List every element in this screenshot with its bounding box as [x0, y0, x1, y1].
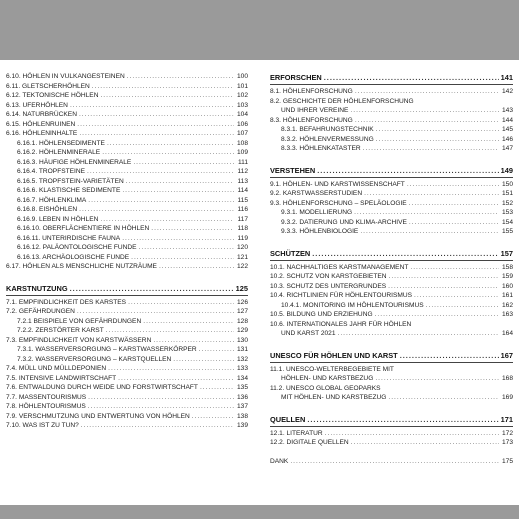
section-rule	[270, 177, 513, 178]
dot-leader	[108, 364, 234, 374]
toc-entry[interactable]	[6, 82, 248, 92]
toc-entry[interactable]	[6, 224, 248, 234]
toc-entry-title: 6.16.7. HÖHLENKLIMA	[17, 196, 87, 204]
toc-entry-page: 129	[236, 327, 248, 334]
spacer	[6, 272, 248, 280]
toc-entry[interactable]	[270, 301, 513, 311]
dot-leader	[102, 148, 234, 158]
toc-entry-page: 150	[501, 180, 513, 188]
toc-entry[interactable]	[270, 291, 513, 301]
toc-entry-page: 102	[236, 92, 248, 99]
section-title: KARSTNUTZUNG	[6, 283, 68, 293]
toc-entry[interactable]	[6, 253, 248, 263]
dot-leader	[133, 158, 234, 168]
toc-entry-title: 6.16.8. EISHÖHLEN	[17, 206, 78, 213]
toc-entry-page: 173	[501, 439, 513, 446]
toc-entry-title: 6.16.6. KLASTISCHE SEDIMENTE	[17, 187, 121, 194]
section-title: SCHÜTZEN	[270, 248, 311, 258]
toc-entry-title: 10.6. INTERNATIONALES JAHR FÜR HÖHLEN	[270, 320, 412, 328]
toc-entry-page: 118	[237, 225, 248, 232]
toc-entry-title: 7.6. ENTWALDUNG DURCH WEIDE UND FORSTWIRTSCHAFT	[6, 384, 198, 391]
dot-leader	[153, 336, 234, 346]
section-page: 149	[500, 165, 513, 175]
toc-entry-title: 6.16.5. TROPFSTEIN-VARIETÄTEN	[17, 177, 124, 185]
dot-leader	[426, 301, 499, 311]
toc-entry-page: 143	[501, 107, 513, 114]
toc-entry[interactable]	[270, 208, 513, 218]
toc-entry-page: 136	[236, 393, 248, 401]
dot-leader	[376, 135, 499, 145]
toc-entry[interactable]	[6, 298, 248, 308]
section-rule	[270, 426, 513, 427]
dot-leader	[400, 350, 499, 361]
toc-entry[interactable]	[270, 199, 513, 209]
toc-entry-title: 7.3.2. WASSERVERSORGUNG – KARSTQUELLEN	[17, 355, 172, 363]
toc-entry-title: 6.16.10. OBERFLÄCHENTIERE IN HÖHLEN	[17, 225, 150, 232]
toc-entry-title: 6.14. NATURBRÜCKEN	[6, 111, 77, 118]
spacer	[270, 154, 513, 162]
toc-entry[interactable]	[6, 421, 248, 431]
toc-entry[interactable]	[6, 101, 248, 111]
toc-entry-title: 7.4. MÜLL UND MÜLLDEPONIEN	[6, 365, 107, 372]
toc-entry-title: 8.3.2. HÖHLENVERMESSUNG	[281, 135, 374, 143]
section-heading[interactable]	[270, 414, 513, 425]
section-title: VERSTEHEN	[270, 165, 316, 175]
toc-entry-page: 113	[237, 177, 248, 185]
section-rule	[270, 84, 513, 85]
dot-leader	[337, 329, 499, 339]
toc-entry-title: 7.8. HÖHLENTOURISMUS	[6, 403, 86, 410]
toc-entry[interactable]	[6, 345, 248, 355]
toc-entry[interactable]	[6, 374, 248, 384]
toc-entry[interactable]	[6, 91, 248, 101]
dot-leader	[118, 374, 234, 384]
dot-leader	[388, 393, 499, 403]
toc-entry[interactable]	[6, 364, 248, 374]
toc-entry[interactable]	[6, 186, 248, 196]
toc-entry-page: 134	[236, 374, 248, 382]
toc-entry[interactable]	[6, 307, 248, 317]
section-page: 141	[500, 73, 513, 82]
toc-entry-page: 160	[501, 282, 513, 290]
toc-entry-title: 7.3. EMPFINDLICHKEIT VON KARSTWÄSSERN	[6, 336, 152, 344]
toc-entry-page: 146	[501, 135, 513, 143]
dot-leader	[151, 224, 234, 234]
toc-entry-title: 6.10. HÖHLEN IN VULKANGESTEINEN	[6, 73, 125, 80]
toc-entry-page: 130	[236, 336, 248, 344]
toc-entry[interactable]	[270, 144, 513, 154]
dot-leader	[79, 129, 234, 139]
toc-list-chapter-6	[6, 72, 248, 272]
toc-entry-page: 142	[501, 88, 513, 95]
dot-leader	[87, 167, 234, 177]
toc-entry-title: UND KARST 2021	[281, 330, 336, 337]
toc-entry-title: DANK	[270, 458, 289, 465]
toc-entry-title: 6.16.2. HÖHLENMINERALE	[17, 149, 101, 156]
spacer	[270, 403, 513, 411]
toc-entry-page: 175	[501, 458, 513, 465]
toc-entry-page: 107	[236, 130, 248, 137]
toc-entry-title: 6.16.13. ARCHÄOLOGISCHE FUNDE	[17, 253, 130, 261]
toc-entry-page: 131	[236, 346, 248, 353]
toc-entry[interactable]	[270, 218, 513, 228]
dot-leader	[127, 72, 234, 82]
toc-entry-title: 9.3.1. MODELLIERUNG	[281, 209, 353, 216]
toc-entry-page: 145	[501, 126, 513, 133]
toc-entry[interactable]	[6, 336, 248, 346]
toc-entry-page: 101	[236, 82, 248, 90]
dot-leader	[200, 383, 234, 393]
toc-entry[interactable]	[270, 135, 513, 145]
dot-leader	[143, 317, 234, 327]
section-title: ERFORSCHEN	[270, 73, 322, 82]
toc-entry-title: 9.3.2. DATIERUNG UND KLIMA-ARCHIVE	[281, 218, 407, 226]
toc-entry-title: 7.7. MASSENTOURISMUS	[6, 393, 87, 401]
dot-leader	[388, 282, 499, 292]
toc-entry[interactable]	[270, 97, 513, 107]
spacer	[270, 237, 513, 245]
dot-leader	[396, 365, 499, 375]
toc-entry-title: 6.13. UFERHÖHLEN	[6, 101, 68, 109]
toc-entry[interactable]	[6, 72, 248, 82]
dot-leader	[324, 72, 499, 83]
toc-entry-page: 158	[501, 263, 513, 271]
toc-entry[interactable]	[6, 393, 248, 403]
dot-leader	[128, 298, 234, 308]
dot-leader	[355, 116, 499, 126]
toc-entry-title: 6.16.3. HÄUFIGE HÖHLENMINERALE	[17, 158, 132, 166]
toc-entry-title: MIT HÖHLEN- UND KARSTBEZUG	[281, 394, 387, 401]
toc-entry-title: 6.16.4. TROPFSTEINE	[17, 168, 86, 175]
toc-entry-title: 6.16.11. UNTERIRDISCHE FAUNA	[17, 234, 121, 242]
toc-entry-title: 8.1. HÖHLENFORSCHUNG	[270, 88, 353, 95]
toc-entry[interactable]	[6, 148, 248, 158]
toc-entry-title: 7.2.2. ZERSTÖRTER KARST	[17, 327, 104, 334]
toc-entry[interactable]	[6, 158, 248, 168]
toc-entry[interactable]	[6, 196, 248, 206]
toc-entry-title: 12.1. LITERATUR	[270, 429, 323, 437]
toc-entry-title: 8.3. HÖHLENFORSCHUNG	[270, 116, 353, 124]
toc-entry-page: 108	[236, 139, 248, 147]
toc-entry[interactable]	[270, 393, 513, 403]
toc-entry-title: 9.1. HÖHLEN- UND KARSTWISSENSCHAFT	[270, 180, 405, 188]
toc-entry-title: 6.15. HÖHLENRUINEN	[6, 120, 76, 128]
toc-entry-title: 7.2. GEFÄHRDUNGEN	[6, 308, 75, 315]
dot-leader	[139, 243, 234, 253]
dot-leader	[192, 412, 234, 422]
dot-leader	[173, 355, 234, 365]
toc-entry-title: 8.3.1. BEFAHRUNGSTECHNIK	[281, 126, 374, 133]
dot-leader	[409, 199, 499, 209]
toc-entry-title: 9.2. KARSTWASSERSTUDIEN	[270, 190, 363, 197]
toc-entry[interactable]	[6, 129, 248, 139]
toc-entry-page: 151	[501, 190, 513, 197]
toc-entry-page: 111	[237, 158, 248, 166]
toc-list-chapter-7	[6, 298, 248, 431]
toc-entry-title: 12.2. DIGITALE QUELLEN	[270, 439, 349, 446]
toc-entry[interactable]	[6, 110, 248, 120]
toc-entry-page: 152	[501, 199, 513, 207]
toc-entry[interactable]	[6, 215, 248, 225]
dot-leader	[131, 253, 234, 263]
toc-entry-page: 161	[501, 292, 513, 299]
toc-entry-page: 120	[236, 244, 248, 251]
toc-entry[interactable]	[6, 167, 248, 177]
toc-entry-page: 117	[237, 215, 248, 223]
toc-entry-page: 154	[501, 218, 513, 226]
toc-entry-page: 169	[501, 394, 513, 401]
toc-entry-page: 122	[236, 263, 248, 270]
dot-leader	[199, 345, 234, 355]
toc-entry[interactable]	[6, 412, 248, 422]
toc-left-column	[6, 72, 248, 431]
dot-leader	[360, 227, 499, 237]
dot-leader	[414, 291, 499, 301]
toc-entry-page: 116	[237, 206, 248, 213]
toc-entry-page: 119	[237, 234, 248, 242]
dot-leader	[307, 414, 498, 425]
toc-entry-title: 6.16.9. LEBEN IN HÖHLEN	[17, 215, 99, 223]
toc-entry-title: 9.3. HÖHLENFORSCHUNG – SPELÄOLOGIE	[270, 199, 407, 207]
dot-leader	[325, 429, 499, 439]
toc-entry-page: 100	[236, 73, 248, 80]
toc-entry-title: UND IHRER VEREINE	[281, 107, 349, 114]
dot-leader	[383, 384, 499, 394]
dot-leader	[363, 144, 499, 154]
toc-entry[interactable]	[6, 205, 248, 215]
toc-entry-page: 112	[237, 168, 248, 175]
toc-entry-page: 133	[236, 365, 248, 372]
toc-entry-title: 7.10. WAS IST ZU TUN?	[6, 422, 79, 429]
toc-entry-title: 6.16.12. PALÄONTOLOGISCHE FUNDE	[17, 244, 137, 251]
toc-entry-title: 10.4.1. MONITORING IM HÖHLENTOURISMUS	[281, 301, 424, 309]
toc-entry[interactable]	[270, 180, 513, 190]
dot-leader	[375, 374, 499, 384]
toc-entry[interactable]	[270, 310, 513, 320]
section-heading-karstnutzung[interactable]	[6, 283, 248, 294]
toc-entry-page: 144	[501, 116, 513, 124]
toc-entry[interactable]	[270, 365, 513, 375]
dot-leader	[122, 186, 234, 196]
dot-leader	[350, 106, 499, 116]
dot-leader	[375, 310, 499, 320]
toc-entry-page: 132	[236, 355, 248, 363]
section-page: 125	[235, 283, 248, 293]
dot-leader	[81, 421, 234, 431]
toc-entry-page: 135	[236, 384, 248, 391]
dot-leader	[290, 457, 499, 467]
dot-leader	[106, 326, 234, 336]
toc-entry[interactable]	[270, 227, 513, 237]
toc-entry-page: 121	[236, 253, 248, 261]
toc-entry-page: 104	[236, 111, 248, 118]
toc-entry-page: 153	[501, 209, 513, 216]
toc-entry[interactable]	[6, 177, 248, 187]
dot-leader	[100, 215, 234, 225]
dot-leader	[79, 110, 234, 120]
toc-entry[interactable]	[6, 402, 248, 412]
toc-entry-title: 8.2. GESCHICHTE DER HÖHLENFORSCHUNG	[270, 97, 414, 105]
toc-entry-page: 139	[236, 422, 248, 429]
toc-entry-title: 11.1. UNESCO-WELTERBEGEBIETE MIT	[270, 365, 394, 373]
toc-entry-page: 127	[236, 308, 248, 315]
dot-leader	[410, 263, 499, 273]
toc-entry-page: 172	[501, 429, 513, 437]
dot-leader	[317, 165, 498, 176]
toc-entry-title: 10.5. BILDUNG UND ERZIEHUNG	[270, 311, 373, 318]
dot-leader	[354, 208, 499, 218]
toc-entry[interactable]	[6, 355, 248, 365]
dot-leader	[88, 402, 234, 412]
section-page: 171	[500, 414, 513, 424]
toc-entry-page: 155	[501, 228, 513, 235]
toc-entry-page: 128	[236, 317, 248, 325]
toc-entry-title: 7.5. INTENSIVE LANDWIRTSCHAFT	[6, 374, 117, 382]
toc-entry-title: 6.17. HÖHLEN ALS MENSCHLICHE NUTZRÄUME	[6, 263, 157, 270]
toc-entry-title: 7.3.1. WASSERVERSORGUNG – KARSTWASSERKÖRPER	[17, 346, 197, 353]
toc-entry[interactable]	[270, 320, 513, 330]
toc-entry-title: 6.16.1. HÖHLENSEDIMENTE	[17, 139, 105, 147]
section-page: 167	[500, 350, 513, 360]
toc-entry-title: 8.3.3. HÖHLENKATASTER	[281, 145, 361, 152]
toc-entry[interactable]	[270, 429, 513, 439]
toc-entry-title: HÖHLEN- UND KARSTBEZUG	[281, 375, 374, 382]
dot-leader	[159, 262, 234, 272]
dot-leader	[389, 272, 499, 282]
section-heading[interactable]	[270, 165, 513, 176]
toc-entry-title: 7.9. VERSCHMUTZUNG UND ENTWERTUNG VON HÖHLEN	[6, 412, 190, 420]
toc-entry-title: 6.12. TEKTONISCHE HÖHLEN	[6, 92, 99, 99]
toc-entry-page: 147	[501, 145, 513, 152]
dot-leader	[100, 91, 234, 101]
toc-entry[interactable]	[270, 189, 513, 199]
toc-entry[interactable]	[270, 87, 513, 97]
toc-entry-page: 137	[236, 403, 248, 410]
dot-leader	[77, 307, 234, 317]
spacer	[270, 339, 513, 347]
dot-leader	[312, 248, 498, 259]
toc-entry-title: 11.2. UNESCO GLOBAL GEOPARKS	[270, 384, 381, 392]
dot-leader	[416, 97, 499, 107]
dot-leader	[409, 218, 499, 228]
dot-leader	[88, 196, 234, 206]
toc-entry-page: 168	[501, 375, 513, 382]
dot-leader	[376, 125, 499, 135]
toc-entry[interactable]	[270, 263, 513, 273]
toc-entry-title: 10.2. SCHUTZ VON KARSTGEBIETEN	[270, 273, 387, 280]
dot-leader	[77, 120, 234, 130]
toc-entry-page: 109	[236, 149, 248, 156]
section-page: 157	[500, 248, 513, 258]
toc-page	[0, 60, 519, 505]
toc-entry-page: 163	[501, 311, 513, 318]
toc-entry[interactable]	[270, 106, 513, 116]
dot-leader	[355, 87, 499, 97]
toc-entry[interactable]	[6, 383, 248, 393]
dot-leader	[364, 189, 499, 199]
toc-entry[interactable]	[270, 438, 513, 448]
section-heading[interactable]	[270, 350, 513, 361]
toc-entry[interactable]	[6, 234, 248, 244]
section-rule	[6, 295, 248, 296]
toc-entry[interactable]	[270, 384, 513, 394]
toc-entry-title: 6.16. HÖHLENINHALTE	[6, 130, 78, 137]
toc-entry-title: 7.1. EMPFINDLICHKEIT DES KARSTES	[6, 298, 127, 306]
section-heading[interactable]	[270, 248, 513, 259]
toc-entry-title: 10.3. SCHUTZ DES UNTERGRUNDES	[270, 282, 387, 290]
section-rule	[270, 260, 513, 261]
toc-entry-page: 114	[237, 187, 248, 194]
toc-entry-title: 10.4. RICHTLINIEN FÜR HÖHLENTOURISMUS	[270, 292, 413, 299]
dot-leader	[79, 205, 234, 215]
toc-entry-page: 164	[501, 330, 513, 337]
toc-right-column	[270, 72, 513, 467]
toc-entry-page: 106	[236, 120, 248, 128]
toc-entry-page: 103	[236, 101, 248, 109]
dot-leader	[88, 393, 234, 403]
toc-entry-page: 162	[501, 301, 513, 309]
toc-entry[interactable]	[6, 326, 248, 336]
dot-leader	[407, 180, 499, 190]
toc-entry[interactable]	[6, 317, 248, 327]
toc-entry-page: 115	[237, 196, 248, 204]
toc-entry[interactable]	[6, 139, 248, 149]
toc-entry[interactable]	[270, 125, 513, 135]
toc-entry[interactable]	[6, 262, 248, 272]
section-rule	[270, 362, 513, 363]
dot-leader	[126, 177, 234, 187]
toc-entry	[270, 448, 513, 458]
toc-entry[interactable]	[270, 282, 513, 292]
section-title: QUELLEN	[270, 414, 306, 424]
toc-entry-page: 126	[236, 298, 248, 306]
dot-leader	[92, 82, 234, 92]
dot-leader	[70, 101, 234, 111]
section-heading[interactable]	[270, 72, 513, 83]
toc-entry-page: 159	[501, 273, 513, 280]
toc-entry[interactable]	[270, 374, 513, 384]
dot-leader	[107, 139, 234, 149]
toc-entry-title: 6.11. GLETSCHERHÖHLEN	[6, 82, 90, 90]
toc-entry[interactable]	[270, 272, 513, 282]
toc-entry[interactable]	[6, 243, 248, 253]
toc-entry[interactable]	[270, 116, 513, 126]
toc-entry[interactable]	[6, 120, 248, 130]
section-title: UNESCO FÜR HÖHLEN UND KARST	[270, 350, 398, 360]
toc-entry[interactable]	[270, 329, 513, 339]
dot-leader	[122, 234, 234, 244]
toc-entry-title: 10.1. NACHHALTIGES KARSTMANAGEMENT	[270, 263, 409, 271]
dot-leader	[413, 320, 499, 330]
toc-entry-page: 138	[236, 412, 248, 420]
dot-leader	[70, 283, 234, 294]
toc-entry[interactable]	[270, 457, 513, 467]
toc-entry-title: 9.3.3. HÖHLENBIOLOGIE	[281, 228, 359, 235]
dot-leader	[351, 438, 499, 448]
toc-entry-title: 7.2.1 BEISPIELE VON GEFÄHRDUNGEN	[17, 317, 142, 325]
